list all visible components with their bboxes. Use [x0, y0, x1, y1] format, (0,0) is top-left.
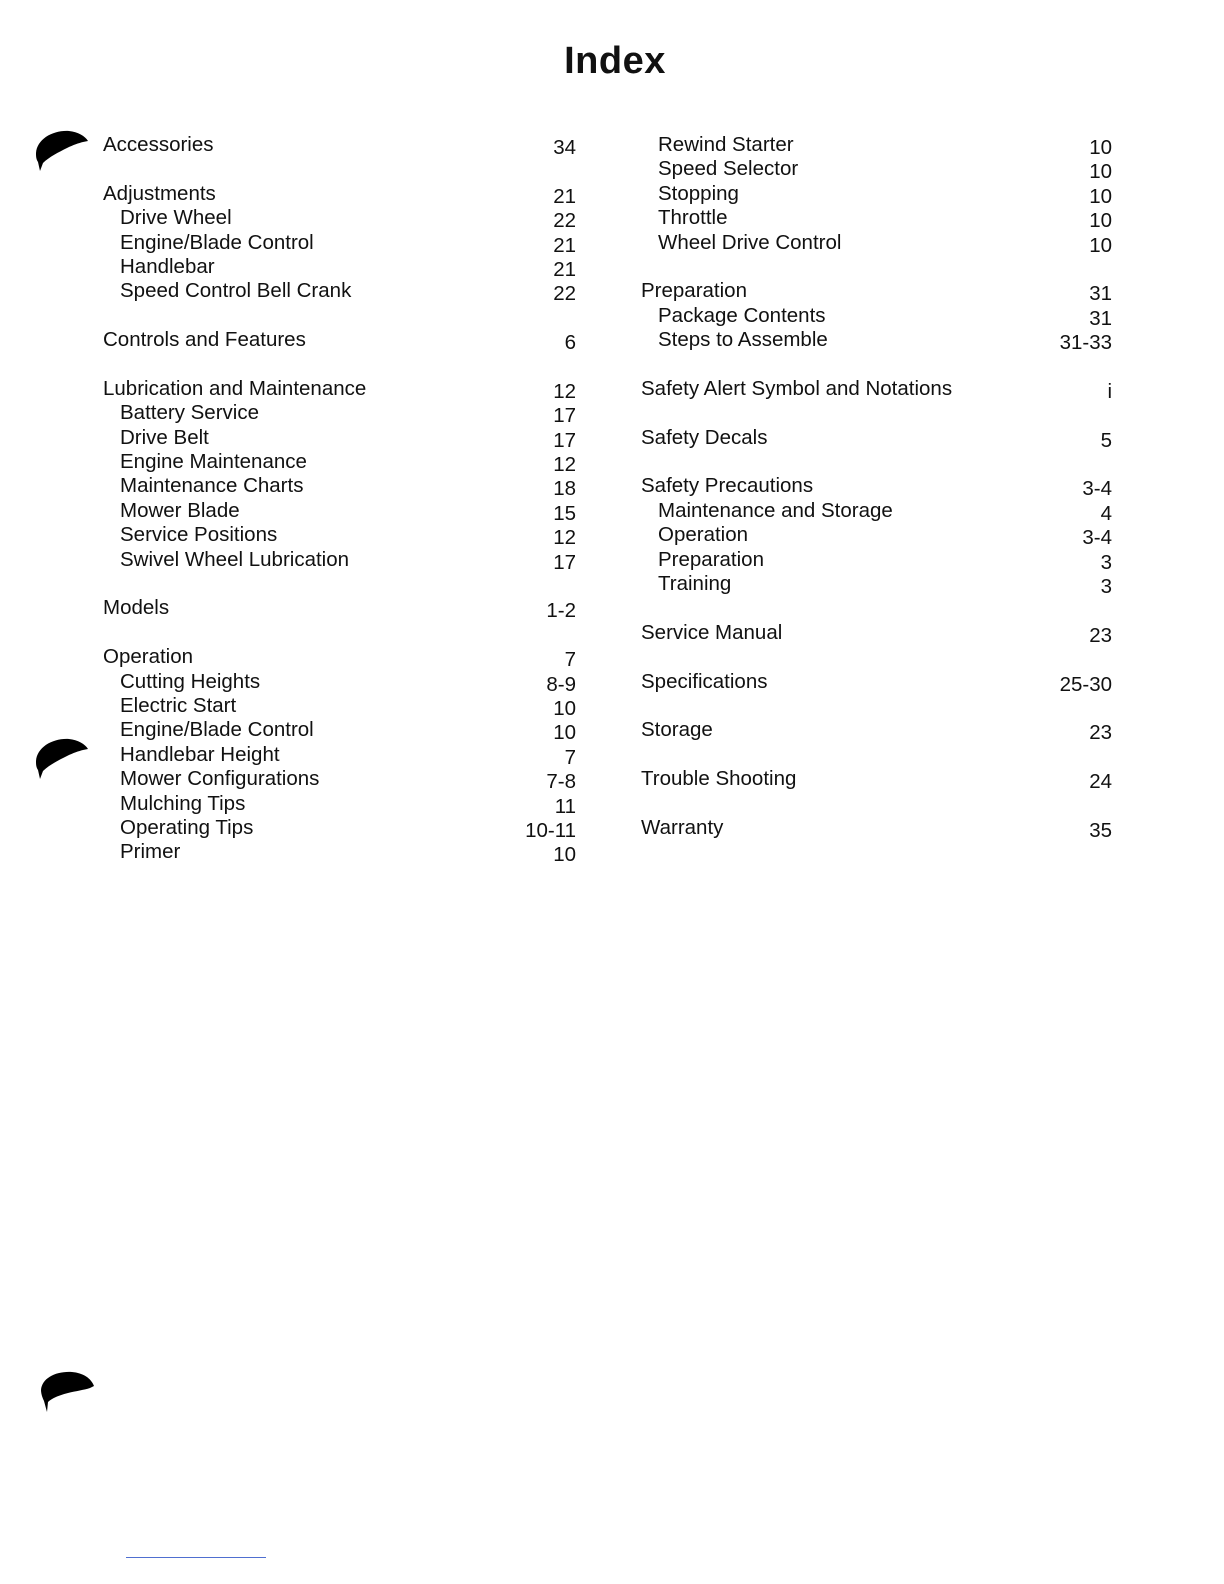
entry-page-number: 12 — [553, 526, 576, 550]
entry-label: Speed Selector — [658, 157, 799, 181]
index-subentry — [103, 767, 576, 794]
entry-label: Rewind Starter — [658, 133, 794, 156]
index-subentry — [103, 206, 576, 233]
spacer — [641, 401, 1112, 425]
index-subentry — [641, 182, 1112, 206]
index-entry — [103, 133, 576, 157]
entry-page-number: 10 — [1089, 184, 1112, 208]
index-subentry — [641, 499, 1112, 523]
index-subentry — [641, 206, 1112, 233]
index-subentry — [103, 401, 576, 428]
entry-page-number: 31 — [1089, 306, 1112, 330]
index-entry — [641, 279, 1112, 306]
index-entry — [641, 670, 1112, 694]
entry-page-number: 23 — [1089, 623, 1112, 647]
entry-label: Maintenance Charts — [120, 474, 304, 498]
entry-page-number: 11 — [554, 794, 576, 818]
entry-label: Drive Belt — [120, 425, 209, 449]
entry-label: Electric Start — [120, 693, 237, 717]
entry-page-number: 15 — [553, 501, 576, 525]
entry-page-number: 10 — [553, 843, 576, 867]
entry-label: Safety Decals — [641, 425, 768, 449]
entry-label: Service Manual — [641, 620, 783, 644]
entry-label: Adjustments — [103, 181, 216, 205]
spacer — [641, 450, 1112, 474]
entry-label: Training — [658, 572, 732, 596]
spacer — [641, 694, 1112, 718]
entry-page-number: 3 — [1100, 550, 1112, 574]
entry-page-number: 12 — [553, 453, 576, 477]
entry-page-number: 31 — [1089, 282, 1112, 306]
entry-label: Lubrication and Maintenance — [103, 376, 367, 400]
entry-page-number: 17 — [553, 550, 576, 574]
entry-label: Specifications — [641, 669, 768, 693]
spacer — [103, 572, 576, 596]
index-entry — [641, 377, 1112, 401]
entry-page-number: 22 — [553, 282, 576, 306]
page-title: Index — [564, 40, 666, 82]
entry-label: Steps to Assemble — [658, 328, 828, 352]
index-left-column — [103, 133, 576, 865]
entry-label: Controls and Features — [103, 328, 306, 352]
index-subentry — [641, 328, 1112, 355]
entry-page-number: 3-4 — [1082, 477, 1112, 501]
entry-label: Operation — [658, 523, 749, 547]
entry-page-number: 7 — [564, 648, 576, 672]
index-subentry — [103, 718, 576, 745]
index-subentry — [641, 231, 1112, 255]
entry-page-number: 18 — [553, 477, 576, 501]
index-subentry — [103, 255, 576, 279]
spacer — [641, 596, 1112, 620]
entry-label: Cutting Heights — [120, 669, 261, 693]
index-entry — [103, 328, 576, 355]
index-entry — [641, 816, 1112, 840]
entry-page-number: 10 — [1089, 209, 1112, 233]
entry-page-number: 31-33 — [1059, 331, 1112, 355]
entry-page-number: 10-11 — [525, 818, 576, 842]
index-entry — [103, 182, 576, 206]
entry-label: Throttle — [658, 206, 728, 230]
index-subentry — [103, 499, 576, 523]
entry-label: Safety Precautions — [641, 474, 814, 498]
entry-page-number: 10 — [1089, 136, 1112, 159]
index-subentry — [103, 279, 576, 306]
entry-label: Preparation — [658, 547, 764, 571]
entry-label: Mower Configurations — [120, 767, 320, 791]
entry-page-number: 3 — [1100, 575, 1112, 599]
entry-label: Handlebar Height — [120, 742, 280, 766]
entry-label: Handlebar — [120, 254, 215, 278]
entry-page-number: 21 — [553, 184, 576, 208]
entry-label: Package Contents — [658, 303, 826, 327]
index-entry — [103, 596, 576, 623]
entry-page-number: 24 — [1089, 770, 1112, 794]
entry-page-number: 35 — [1089, 818, 1112, 842]
entry-page-number: 10 — [1089, 233, 1112, 257]
index-subentry — [103, 548, 576, 572]
entry-label: Preparation — [641, 279, 747, 303]
punch-hole-icon — [33, 735, 91, 779]
spacer — [103, 157, 576, 181]
entry-page-number: 21 — [553, 257, 576, 281]
entry-label: Mulching Tips — [120, 791, 246, 815]
entry-page-number: 7-8 — [546, 770, 576, 794]
index-subentry — [641, 133, 1112, 157]
entry-page-number: 12 — [553, 379, 576, 403]
entry-label: Swivel Wheel Lubrication — [120, 547, 350, 571]
index-entry — [641, 767, 1112, 794]
bottom-rule — [126, 1557, 266, 1558]
entry-page-number: 10 — [1089, 160, 1112, 184]
punch-hole-icon — [33, 127, 91, 171]
index-subentry — [103, 816, 576, 840]
entry-label: Engine/Blade Control — [120, 718, 314, 742]
index-entry — [641, 718, 1112, 745]
index-subentry — [103, 474, 576, 501]
entry-label: Operation — [103, 645, 194, 669]
entry-label: Wheel Drive Control — [658, 230, 842, 254]
entry-page-number: 23 — [1089, 721, 1112, 745]
spacer — [103, 621, 576, 645]
spacer — [103, 304, 576, 328]
index-subentry — [103, 231, 576, 255]
entry-page-number: 17 — [553, 428, 576, 452]
index-entry — [641, 426, 1112, 450]
entry-page-number: 3-4 — [1082, 526, 1112, 550]
entry-label: Engine/Blade Control — [120, 230, 314, 254]
entry-page-number: 17 — [553, 404, 576, 428]
spacer — [641, 353, 1112, 377]
index-subentry — [103, 670, 576, 694]
index-subentry — [641, 304, 1112, 328]
index-entry — [103, 377, 576, 401]
entry-label: Speed Control Bell Crank — [120, 279, 352, 303]
index-subentry — [641, 548, 1112, 572]
index-subentry — [103, 743, 576, 767]
spacer — [641, 743, 1112, 767]
entry-label: Maintenance and Storage — [658, 498, 893, 522]
entry-page-number: 1-2 — [546, 599, 576, 623]
entry-label: Operating Tips — [120, 815, 254, 839]
entry-page-number: 25-30 — [1059, 672, 1112, 696]
index-subentry — [103, 523, 576, 550]
entry-label: Engine Maintenance — [120, 450, 307, 474]
index-subentry — [641, 157, 1112, 184]
index-subentry — [103, 450, 576, 477]
entry-label: Stopping — [658, 181, 739, 205]
punch-hole-icon — [38, 1368, 96, 1412]
entry-label: Safety Alert Symbol and Notations — [641, 376, 953, 400]
entry-page-number: 10 — [553, 721, 576, 745]
entry-label: Accessories — [103, 133, 214, 156]
spacer — [103, 353, 576, 377]
index-subentry — [103, 840, 576, 867]
entry-label: Trouble Shooting — [641, 767, 797, 791]
entry-label: Storage — [641, 718, 713, 742]
index-entry — [641, 474, 1112, 501]
entry-page-number: 6 — [564, 331, 576, 355]
entry-label: Service Positions — [120, 523, 278, 547]
index-right-column — [641, 133, 1112, 840]
entry-label: Mower Blade — [120, 498, 240, 522]
entry-page-number: i — [1107, 379, 1112, 403]
index-entry — [103, 645, 576, 672]
entry-page-number: 5 — [1100, 428, 1112, 452]
entry-page-number: 22 — [553, 209, 576, 233]
entry-page-number: 8-9 — [546, 672, 576, 696]
entry-page-number: 34 — [553, 136, 576, 159]
entry-page-number: 4 — [1100, 501, 1112, 525]
index-subentry — [103, 694, 576, 718]
entry-label: Models — [103, 596, 170, 620]
index-subentry — [103, 792, 576, 816]
index-entry — [641, 621, 1112, 645]
index-subentry — [641, 523, 1112, 550]
index-subentry — [103, 426, 576, 450]
entry-page-number: 21 — [553, 233, 576, 257]
entry-page-number: 10 — [553, 696, 576, 720]
entry-label: Battery Service — [120, 401, 259, 425]
entry-label: Drive Wheel — [120, 206, 232, 230]
entry-label: Primer — [120, 840, 181, 864]
entry-page-number: 7 — [564, 745, 576, 769]
spacer — [641, 255, 1112, 279]
spacer — [641, 792, 1112, 816]
index-subentry — [641, 572, 1112, 599]
spacer — [641, 645, 1112, 669]
entry-label: Warranty — [641, 815, 724, 839]
